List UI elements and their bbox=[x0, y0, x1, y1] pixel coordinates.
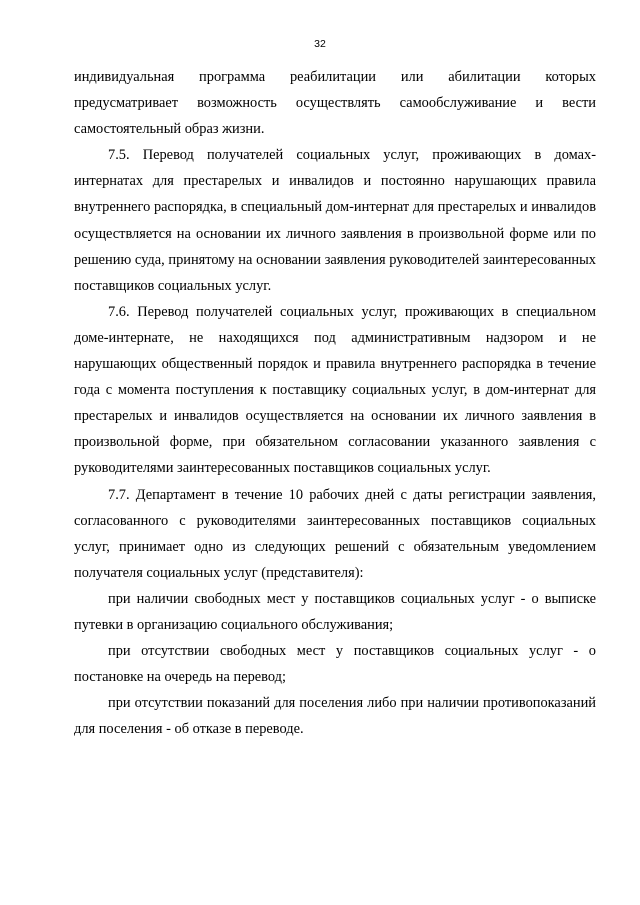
paragraph-7-5: 7.5. Перевод получателей социальных услуг, проживающих в домах-интернатах для престарелых и инвалидов и постоянно нарушающих правила внутреннего распорядка, в специальный дом-интернат для престарелых и инвалидов осуществляется на основании их личного заявления в произвольной форме или по решению суда, принятому на основании заявления руководителей заинтересованных поставщиков социальных услуг. bbox=[74, 147, 596, 294]
decision-option-queue: при отсутствии свободных мест у поставщиков социальных услуг - о постановке на очередь на перевод; bbox=[74, 643, 596, 686]
paragraph-continuation: индивидуальная программа реабилитации или абилитации которых предусматривает возможность осуществлять самообслуживание и вести самостоятельный образ жизни. bbox=[74, 69, 596, 138]
page-number: 32 bbox=[314, 38, 326, 50]
decision-option-issue-voucher: при наличии свободных мест у поставщиков социальных услуг - о выписке путевки в организацию социального обслуживания; bbox=[74, 590, 596, 633]
document-body bbox=[74, 64, 596, 742]
paragraph-7-7: 7.7. Департамент в течение 10 рабочих дней с даты регистрации заявления, согласованного с руководителями заинтересованных поставщиков социальных услуг, принимает одно из следующих решений с обязательным уведомлением получателя социальных услуг (представителя): bbox=[74, 486, 596, 581]
decision-option-refusal: при отсутствии показаний для поселения либо при наличии противопоказаний для поселения - об отказе в переводе. bbox=[74, 695, 596, 738]
paragraph-7-6: 7.6. Перевод получателей социальных услуг, проживающих в специальном доме-интернате, не находящихся под административным надзором и не нарушающих общественный порядок и правила внутреннего распорядка в течение года с момента поступления к поставщику социальных услуг, в дом-интернат для престарелых и инвалидов осуществляется на основании их личного заявления в произвольной форме, при обязательном согласовании указанного заявления с руководителями заинтересованных поставщиков социальных услуг. bbox=[74, 303, 596, 477]
